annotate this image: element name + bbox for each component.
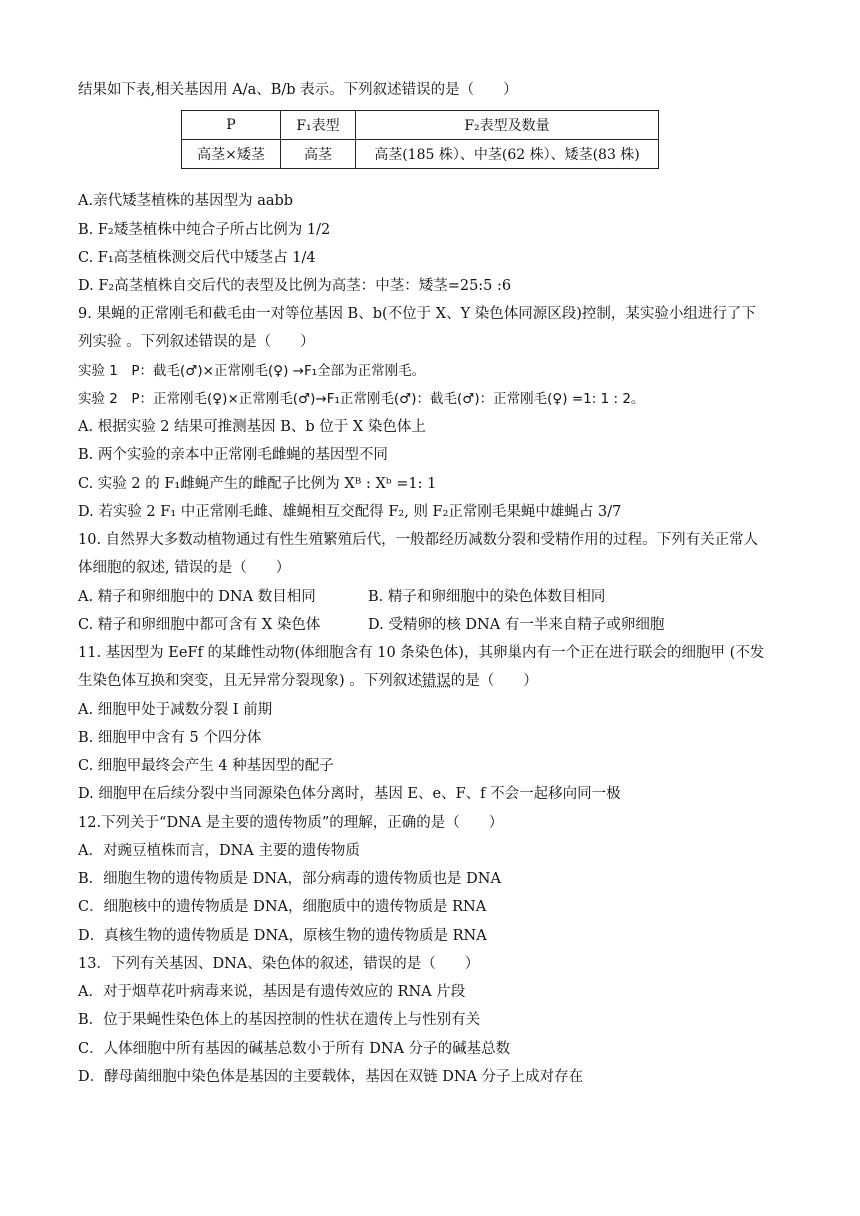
q9-stem-line1: 9. 果蝇的正常刚毛和截毛由一对等位基因 B、b(不位于 X、Y 染色体同源区段)控制，某实验小组进行了下: [78, 306, 756, 322]
q13-stem: 13．下列有关基因、DNA、染色体的叙述，错误的是（ ）: [78, 956, 480, 972]
q8-option-a: A.亲代矮茎植株的基因型为 aabb: [78, 193, 294, 209]
q9-option-d: D. 若实验 2 F₁ 中正常刚毛雌、雄蝇相互交配得 F₂, 则 F₂正常刚毛果蝇中雄蝇占 3/7: [78, 504, 622, 520]
q12-option-d: D．真核生物的遗传物质是 DNA，原核生物的遗传物质是 RNA: [78, 928, 487, 944]
cross-results-table: [181, 110, 659, 169]
cell-f2: 高茎(185 株）、中茎(62 株）、矮茎(83 株): [356, 140, 659, 169]
question-intro: 结果如下表,相关基因用 A/a、B/b 表示。下列叙述错误的是（ ）: [78, 82, 518, 98]
q9-option-c: C. 实验 2 的 F₁雌蝇产生的雌配子比例为 Xᴮ : Xᵇ =1: 1: [78, 476, 437, 492]
q11-stem-text: 生染色体互换和突变，且无异常分裂现象) 。下列叙述: [78, 673, 422, 689]
q10-option-a: A. 精子和卵细胞中的 DNA 数目相同: [78, 589, 316, 605]
header-parent: P: [182, 111, 281, 140]
header-f1: F₁表型: [281, 111, 356, 140]
q12-option-c: C．细胞核中的遗传物质是 DNA，细胞质中的遗传物质是 RNA: [78, 899, 487, 915]
q9-option-a: A. 根据实验 2 结果可推测基因 B、b 位于 X 染色体上: [78, 419, 426, 435]
q9-option-b: B. 两个实验的亲本中正常刚毛雌蝇的基因型不同: [78, 447, 388, 463]
q12-option-b: B．细胞生物的遗传物质是 DNA，部分病毒的遗传物质也是 DNA: [78, 871, 501, 887]
q11-option-c: C. 细胞甲最终会产生 4 种基因型的配子: [78, 758, 334, 774]
q13-option-d: D．酵母菌细胞中染色体是基因的主要载体，基因在双链 DNA 分子上成对存在: [78, 1069, 584, 1085]
q13-option-a: A．对于烟草花叶病毒来说，基因是有遗传效应的 RNA 片段: [78, 984, 466, 1000]
q10-option-d: D. 受精卵的核 DNA 有一半来自精子或卵细胞: [368, 617, 665, 633]
q11-emphasis-word: 错误: [421, 673, 451, 689]
q10-stem-line1: 10. 自然界大多数动植物通过有性生殖繁殖后代，一般都经历减数分裂和受精作用的过程。下列有关正常人: [78, 532, 759, 548]
q8-option-b: B. F₂矮茎植株中纯合子所占比例为 1/2: [78, 222, 331, 238]
q9-stem-line2: 列实验 。下列叙述错误的是（ ）: [78, 334, 315, 350]
q11-stem-line2: [78, 671, 538, 691]
q12-option-a: A．对豌豆植株而言，DNA 主要的遗传物质: [78, 843, 360, 859]
header-f2: F₂表型及数量: [356, 111, 659, 140]
q11-option-d: D. 细胞甲在后续分裂中当同源染色体分离时，基因 E、e、F、f 不会一起移向同一极: [78, 786, 621, 802]
q11-stem-line1: 11. 基因型为 EeFf 的某雌性动物(体细胞含有 10 条染色体)，其卵巢内有一个正在进行联会的细胞甲 (不发: [78, 645, 765, 661]
q9-experiment-1: 实验 1 P：截毛(♂)×正常刚毛(♀) →F₁全部为正常刚毛。: [78, 363, 426, 379]
q13-option-c: C．人体细胞中所有基因的碱基总数小于所有 DNA 分子的碱基总数: [78, 1041, 511, 1057]
q10-options-cd: [78, 615, 664, 635]
table-header-row: [182, 111, 659, 140]
q10-option-b: B. 精子和卵细胞中的染色体数目相同: [368, 589, 606, 605]
q11-option-a: A. 细胞甲处于减数分裂 I 前期: [78, 702, 273, 718]
q10-options-ab: [78, 587, 605, 607]
q11-stem-end: 的是（ ）: [450, 673, 538, 689]
table-row: [182, 140, 659, 169]
q8-option-d: D. F₂高茎植株自交后代的表型及比例为高茎：中茎：矮茎=25:5 :6: [78, 278, 512, 294]
q11-option-b: B. 细胞甲中含有 5 个四分体: [78, 730, 262, 746]
q12-stem: 12.下列关于“DNA 是主要的遗传物质”的理解，正确的是（ ）: [78, 815, 504, 831]
cell-f1: 高茎: [281, 140, 356, 169]
cell-parent: 高茎×矮茎: [182, 140, 281, 169]
q10-stem-line2: 体细胞的叙述, 错误的是（ ）: [78, 560, 291, 576]
q10-option-c: C. 精子和卵细胞中都可含有 X 染色体: [78, 617, 321, 633]
q13-option-b: B．位于果蝇性染色体上的基因控制的性状在遗传上与性别有关: [78, 1012, 481, 1028]
q9-experiment-2: 实验 2 P：正常刚毛(♀)×正常刚毛(♂)→F₁正常刚毛(♂)：截毛(♂)：正常刚毛(♀) =1: 1 : 2。: [78, 391, 645, 407]
q8-option-c: C. F₁高茎植株测交后代中矮茎占 1/4: [78, 250, 316, 266]
